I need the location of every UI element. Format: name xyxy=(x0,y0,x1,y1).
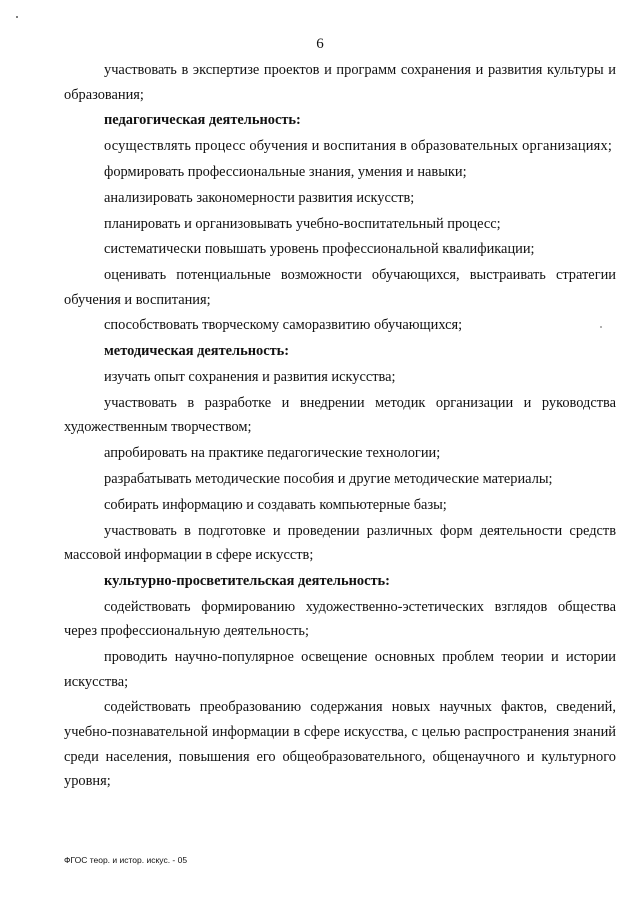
scan-speck xyxy=(16,16,18,18)
paragraph: участвовать в подготовке и проведении различных форм деятельности средств массовой информации в сфере искусств; xyxy=(64,522,616,564)
paragraph: осуществлять процесс обучения и воспитания в образовательных организациях; xyxy=(104,138,613,155)
section-heading: культурно-просветительская деятельность: xyxy=(104,572,390,589)
section-heading: методическая деятельность: xyxy=(104,343,290,360)
paragraph: оценивать потенциальные возможности обучающихся, выстраивать стратегии обучения и воспитания; xyxy=(64,267,616,308)
paragraph: изучать опыт сохранения и развития искусства; xyxy=(104,369,396,385)
paragraph: проводить научно-популярное освещение основных проблем теории и истории искусства; xyxy=(64,649,616,690)
paragraph: участвовать в разработке и внедрении методик организации и руководства художественным творчеством; xyxy=(64,394,616,436)
paragraph: планировать и организовывать учебно-воспитательный процесс; xyxy=(104,215,501,232)
paragraph: формировать профессиональные знания, умения и навыки; xyxy=(104,163,467,180)
document-body xyxy=(64,58,616,795)
paragraph: анализировать закономерности развития искусств; xyxy=(104,189,415,206)
page-number: 6 xyxy=(316,36,324,52)
paragraph: содействовать формированию художественно-эстетических взглядов общества через профессиональную деятельность; xyxy=(64,598,616,640)
paragraph: участвовать в экспертизе проектов и программ сохранения и развития культуры и образования; xyxy=(64,62,616,103)
document-footer: ФГОС теор. и истор. искус. - 05 xyxy=(64,855,188,865)
paragraph: систематически повышать уровень профессиональной квалификации; xyxy=(104,241,535,258)
paragraph: разрабатывать методические пособия и другие методические материалы; xyxy=(104,470,553,487)
paragraph: способствовать творческому саморазвитию обучающихся; xyxy=(104,317,463,334)
paragraph: собирать информацию и создавать компьютерные базы; xyxy=(104,496,447,513)
paragraph: содействовать преобразованию содержания новых научных фактов, сведений, учебно-познавательной информации в сфере искусства, с целью распространения знаний среди населения, повышения его общеобразовательного, общенаучного и культурного уровня; xyxy=(64,699,616,790)
section-heading: педагогическая деятельность: xyxy=(104,112,301,129)
paragraph: апробировать на практике педагогические технологии; xyxy=(104,445,441,462)
